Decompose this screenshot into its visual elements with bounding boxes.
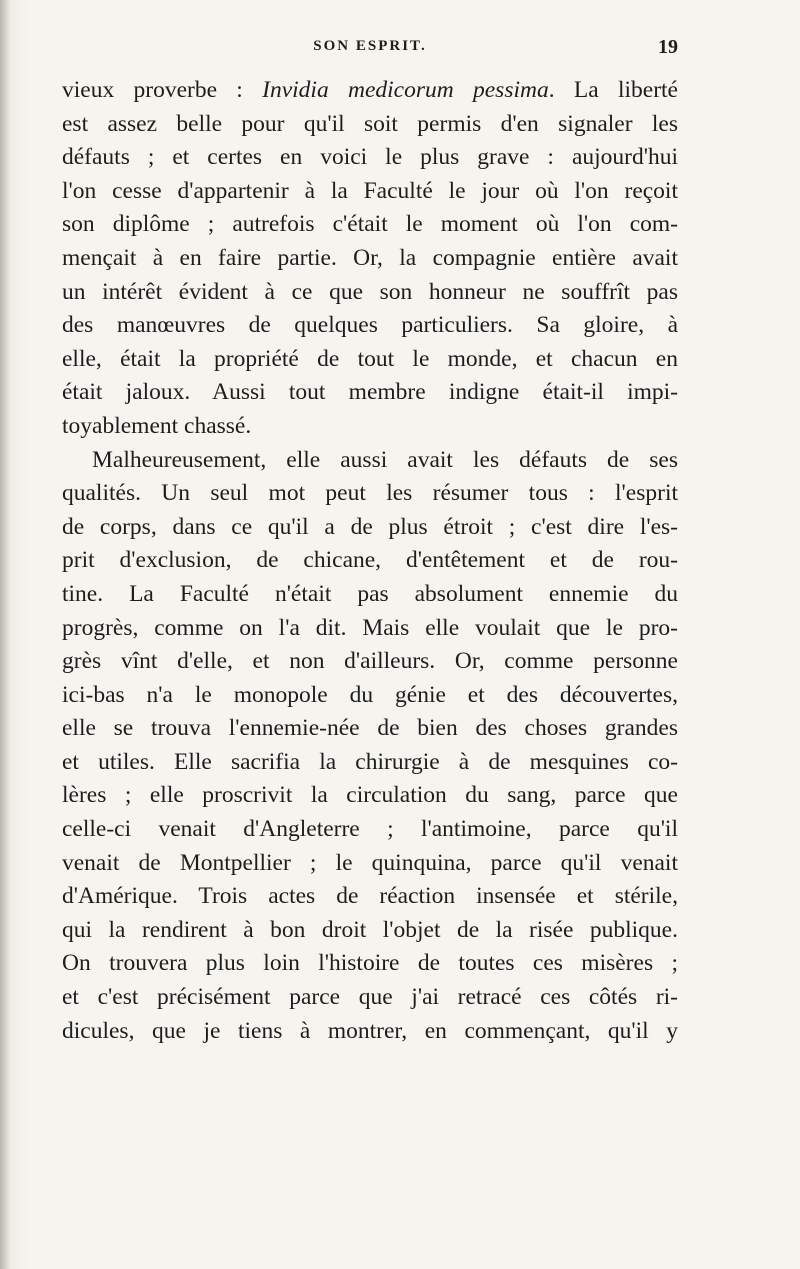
page-number: 19	[658, 36, 678, 58]
text-line: elle se trouva l'ennemie-née de bien des choses grandes	[62, 715, 678, 742]
text-line: et c'est précisément parce que j'ai retracé ces côtés ri-	[62, 984, 678, 1011]
text-line: des manœuvres de quelques particuliers. Sa gloire, à	[62, 312, 678, 339]
paragraph-end-line: toyablement chassé.	[62, 412, 252, 439]
page-binding-edge	[0, 0, 10, 1269]
text-line: ici-bas n'a le monopole du génie et des découvertes,	[62, 681, 678, 708]
text-line: progrès, comme on l'a dit. Mais elle voulait que le pro-	[62, 614, 678, 641]
text-line: était jaloux. Aussi tout membre indigne était-il impi-	[62, 379, 678, 406]
text-line: On trouvera plus loin l'histoire de toutes ces misères ;	[62, 950, 678, 977]
text-line: est assez belle pour qu'il soit permis d'en signaler les	[62, 110, 678, 137]
text-line: elle, était la propriété de tout le monde, et chacun en	[62, 345, 678, 372]
running-title: SON ESPRIT.	[313, 38, 427, 54]
text-line: grès vînt d'elle, et non d'ailleurs. Or, comme personne	[62, 648, 678, 675]
text-line: qualités. Un seul mot peut les résumer tous : l'esprit	[62, 480, 678, 507]
text-line: venait de Montpellier ; le quinquina, parce qu'il venait	[62, 849, 678, 876]
text-line	[62, 74, 678, 108]
text-line: celle-ci venait d'Angleterre ; l'antimoine, parce qu'il	[62, 816, 678, 843]
text-line: dicules, que je tiens à montrer, en commençant, qu'il y	[62, 1017, 678, 1044]
paragraph-start-line: Malheureusement, elle aussi avait les défauts de ses	[92, 446, 678, 473]
text-line: l'on cesse d'appartenir à la Faculté le jour où l'on reçoit	[62, 177, 678, 204]
text-line: mençait à en faire partie. Or, la compagnie entière avait	[62, 244, 678, 271]
text-segment: . La liberté	[548, 77, 678, 103]
text-line: défauts ; et certes en voici le plus grave : aujourd'hui	[62, 144, 678, 171]
running-head	[62, 36, 678, 60]
text-line: de corps, dans ce qu'il a de plus étroit ; c'est dire l'es-	[62, 513, 678, 540]
text-segment: vieux proverbe :	[62, 77, 263, 103]
latin-quote: Invidia medicorum pessima	[262, 77, 549, 103]
text-line: un intérêt évident à ce que son honneur ne souffrît pas	[62, 278, 678, 305]
text-line: prit d'exclusion, de chicane, d'entêtement et de rou-	[62, 547, 678, 574]
text-line: son diplôme ; autrefois c'était le moment où l'on com-	[62, 211, 678, 238]
text-line: et utiles. Elle sacrifia la chirurgie à de mesquines co-	[62, 748, 678, 775]
text-line: lères ; elle proscrivit la circulation du sang, parce que	[62, 782, 678, 809]
text-line: d'Amérique. Trois actes de réaction insensée et stérile,	[62, 883, 678, 910]
body-text	[62, 74, 678, 1048]
text-line: tine. La Faculté n'était pas absolument ennemie du	[62, 580, 678, 607]
text-line: qui la rendirent à bon droit l'objet de la risée publique.	[62, 916, 678, 943]
